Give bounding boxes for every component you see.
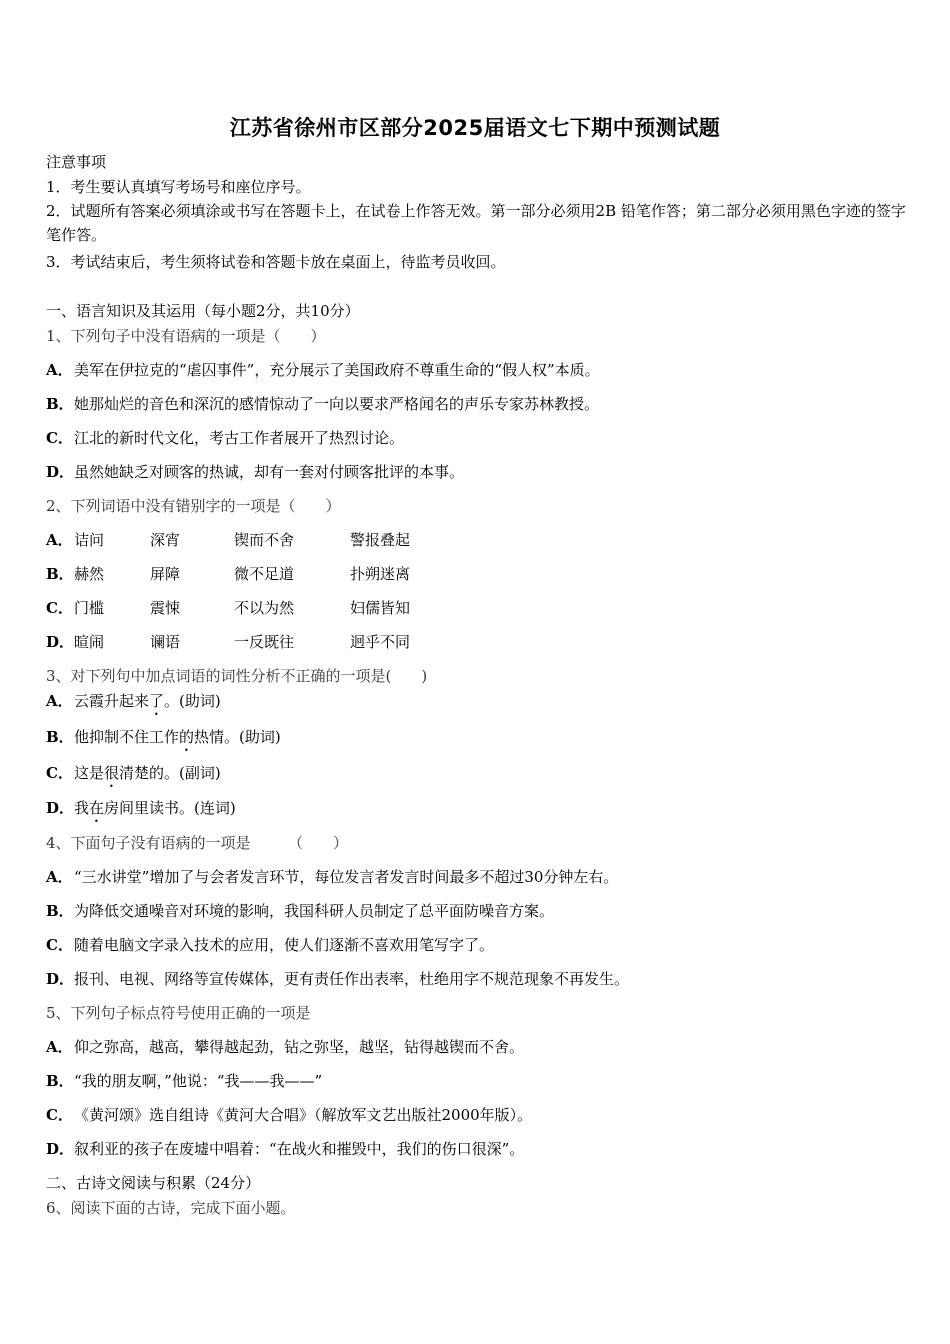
option-letter: D． [46, 633, 75, 651]
q5-option-b[interactable] [46, 1071, 322, 1091]
word-2: 震悚 [150, 599, 181, 617]
q4-option-a[interactable] [46, 867, 618, 887]
option-letter: D． [46, 1140, 75, 1158]
option-text: 虽然她缺乏对顾客的热诚，却有一套对付顾客批评的本事。 [74, 463, 465, 481]
q4-stem: 4、下面句子没有语病的一项是 （ ） [46, 834, 349, 852]
notice-item-2: 2．试题所有答案必须填涂或书写在答题卡上，在试卷上作答无效。第一部分必须用2B 铅笔作答；第二部分必须用黑色字迹的签字笔作答。 [46, 202, 906, 244]
option-letter: A． [46, 692, 73, 710]
option-text: 她那灿烂的音色和深沉的感情惊动了一向以要求严格闻名的声乐专家苏林教授。 [74, 395, 600, 413]
dotted-word: 在 [89, 799, 105, 817]
option-letter: C． [46, 599, 73, 617]
q1-stem: 1、下列句子中没有语病的一项是（ ） [46, 327, 326, 345]
q5-stem: 5、下列句子标点符号使用正确的一项是 [46, 1004, 311, 1022]
option-post: 。(助词) [164, 692, 221, 710]
q4-option-b[interactable] [46, 901, 554, 921]
option-letter: A． [46, 361, 73, 379]
option-letter: B． [46, 728, 74, 746]
word-1: 门槛 [74, 599, 105, 617]
word-1: 赫然 [74, 565, 105, 583]
word-1: 诘问 [74, 531, 105, 549]
word-1: 暄闹 [74, 633, 105, 651]
notice-heading: 注意事项 [46, 153, 107, 171]
option-pre: 这是 [74, 764, 105, 782]
q1-option-a[interactable] [46, 360, 600, 380]
option-letter: B． [46, 565, 74, 583]
option-text: “我的朋友啊，”他说：“我——我——” [74, 1072, 323, 1090]
word-2: 谰语 [150, 633, 181, 651]
q5-option-c[interactable] [46, 1105, 532, 1125]
option-text: “三水讲堂”增加了与会者发言环节，每位发言者发言时间最多不超过30分钟左右。 [74, 868, 619, 886]
dotted-word: 的 [179, 728, 195, 746]
option-letter: D． [46, 970, 75, 988]
option-text: 《黄河颂》选自组诗《黄河大合唱》（解放军文艺出版社2000年版）。 [74, 1106, 533, 1124]
option-letter: A． [46, 1038, 73, 1056]
section2-heading: 二、古诗文阅读与积累（24分） [46, 1174, 261, 1192]
option-text: 美军在伊拉克的“虐囚事件”，充分展示了美国政府不尊重生命的“假人权”本质。 [74, 361, 600, 379]
option-letter: C． [46, 764, 73, 782]
option-post: 热情。(助词) [194, 728, 281, 746]
option-text: 江北的新时代文化，考古工作者展开了热烈讨论。 [74, 429, 405, 447]
section1-heading: 一、语言知识及其运用（每小题2分，共10分） [46, 302, 360, 320]
word-3: 一反既往 [234, 633, 295, 651]
option-letter: B． [46, 902, 74, 920]
word-4: 迥乎不同 [350, 633, 411, 651]
q3-option-a[interactable] [46, 691, 221, 719]
notice-item-1: 1．考生要认真填写考场号和座位序号。 [46, 178, 311, 196]
option-letter: C． [46, 936, 73, 954]
dotted-word: 了 [149, 692, 165, 710]
q1-option-c[interactable] [46, 428, 404, 448]
word-3: 锲而不舍 [234, 531, 295, 549]
option-pre: 云霞升起来 [74, 692, 150, 710]
word-3: 微不足道 [234, 565, 295, 583]
option-letter: B． [46, 395, 74, 413]
option-letter: A． [46, 531, 73, 549]
q6-stem: 6、阅读下面的古诗，完成下面小题。 [46, 1199, 296, 1217]
option-letter: A． [46, 868, 73, 886]
option-text: 仰之弥高，越高，攀得越起劲，钻之弥坚，越坚，钻得越锲而不舍。 [74, 1038, 525, 1056]
option-pre: 他抑制不住工作 [74, 728, 180, 746]
word-2: 屏障 [150, 565, 181, 583]
q4-option-c[interactable] [46, 935, 494, 955]
option-text: 为降低交通噪音对环境的影响，我国科研人员制定了总平面防噪音方案。 [74, 902, 555, 920]
q2-option-b[interactable] [46, 564, 410, 584]
notice-item-3: 3．考试结束后，考生须将试卷和答题卡放在桌面上，待监考员收回。 [46, 253, 506, 271]
option-letter: C． [46, 429, 73, 447]
option-pre: 我 [74, 799, 90, 817]
q3-stem: 3、对下列句中加点词语的词性分析不正确的一项是( ) [46, 667, 428, 685]
option-text: 叙利亚的孩子在废墟中唱着：“在战火和摧毁中，我们的伤口很深”。 [74, 1140, 525, 1158]
option-text: 报刊、电视、网络等宣传媒体，更有责任作出表率，杜绝用字不规范现象不再发生。 [74, 970, 630, 988]
q2-option-c[interactable] [46, 598, 410, 618]
word-3: 不以为然 [234, 599, 295, 617]
word-4: 妇儒皆知 [350, 599, 411, 617]
q3-option-d[interactable] [46, 798, 236, 826]
word-2: 深宵 [150, 531, 181, 549]
word-4: 警报叠起 [350, 531, 411, 549]
word-4: 扑朔迷离 [350, 565, 411, 583]
option-text: 随着电脑文字录入技术的应用，使人们逐渐不喜欢用笔写字了。 [74, 936, 495, 954]
q1-option-d[interactable] [46, 462, 464, 482]
q3-option-b[interactable] [46, 727, 281, 755]
q3-option-c[interactable] [46, 763, 221, 791]
q5-option-a[interactable] [46, 1037, 524, 1057]
q1-option-b[interactable] [46, 394, 599, 414]
option-letter: B． [46, 1072, 74, 1090]
exam-title: 江苏省徐州市区部分2025届语文七下期中预测试题 [229, 116, 721, 140]
option-letter: D． [46, 463, 75, 481]
option-letter: C． [46, 1106, 73, 1124]
q2-option-a[interactable] [46, 530, 410, 550]
option-letter: D． [46, 799, 75, 817]
option-post: 房间里读书。(连词) [104, 799, 236, 817]
q2-stem: 2、下列词语中没有错别字的一项是（ ） [46, 497, 341, 515]
q4-option-d[interactable] [46, 969, 629, 989]
dotted-word: 很 [104, 764, 120, 782]
option-post: 清楚的。(副词) [119, 764, 221, 782]
q5-option-d[interactable] [46, 1139, 524, 1159]
q2-option-d[interactable] [46, 632, 410, 652]
